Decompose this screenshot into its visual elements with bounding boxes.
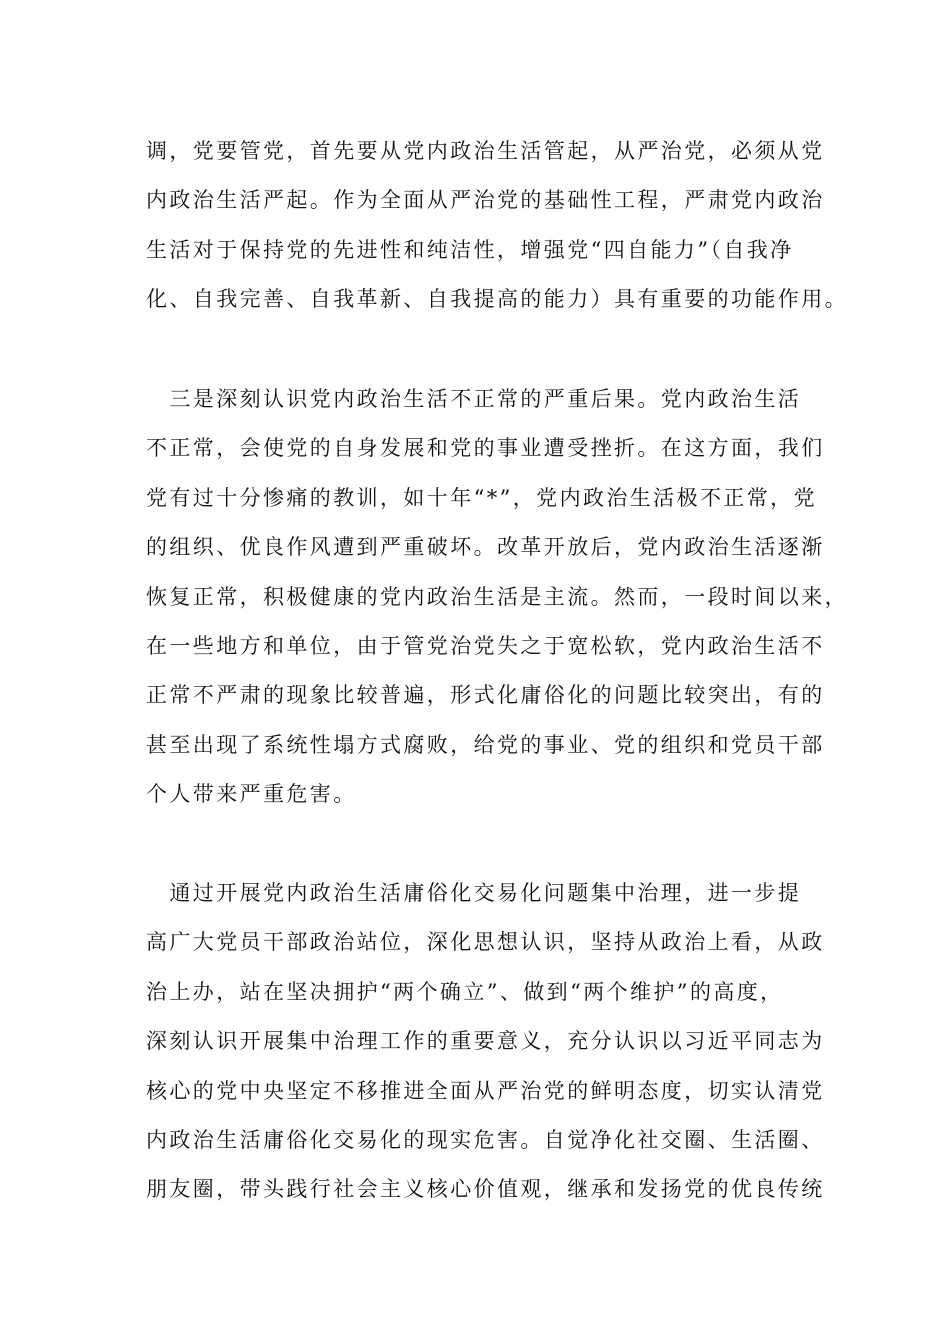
text-line: 甚至出现了系统性塌方式腐败，给党的事业、党的组织和党员干部: [146, 732, 825, 757]
text-line: 调，党要管党，首先要从党内政治生活管起，从严治党，必须从党: [146, 139, 825, 163]
text-line: 不正常，会使党的自身发展和党的事业遭受挫折。在这方面，我们: [146, 436, 825, 461]
text-line: 内政治生活庸俗化交易化的现实危害。自觉净化社交圈、生活圈、: [146, 1127, 825, 1152]
paragraph-3: [146, 869, 825, 1215]
text-line: 在一些地方和单位，由于管党治党失之于宽松软，党内政治生活不: [146, 633, 825, 658]
text-line: 朋友圈，带头践行社会主义核心价值观，继承和发扬党的优良传统: [146, 1177, 825, 1202]
text-line: 生活对于保持党的先进性和纯洁性，增强党“四自能力”（自我净: [146, 237, 794, 262]
text-line: 个人带来严重危害。: [146, 782, 357, 807]
text-line: 内政治生活严起。作为全面从严治党的基础性工程，严肃党内政治: [146, 188, 825, 213]
text-line: 化、自我完善、自我革新、自我提高的能力）具有重要的功能作用。: [146, 287, 848, 312]
text-line: 正常不严肃的现象比较普遍，形式化庸俗化的问题比较突出，有的: [146, 683, 825, 708]
text-line: 的组织、优良作风遭到严重破坏。改革开放后，党内政治生活逐渐: [146, 535, 825, 560]
text-line: 通过开展党内政治生活庸俗化交易化问题集中治理，进一步提: [146, 881, 802, 905]
paragraph-2: [146, 375, 848, 820]
text-line: 治上办，站在坚决拥护“两个确立”、做到“两个维护”的高度，: [146, 979, 784, 1004]
text-line: 深刻认识开展集中治理工作的重要意义，充分认识以习近平同志为: [146, 1029, 825, 1054]
text-line: 党有过十分惨痛的教训，如十年“*”，党内政治生活极不正常，党: [146, 485, 817, 510]
text-line: 高广大党员干部政治站位，深化思想认识，坚持从政治上看，从政: [146, 930, 825, 955]
text-line: 恢复正常，积极健康的党内政治生活是主流。然而，一段时间以来，: [146, 584, 848, 609]
paragraph-1: [146, 127, 848, 325]
text-line: 三是深刻认识党内政治生活不正常的严重后果。党内政治生活: [146, 387, 802, 411]
text-line: 核心的党中央坚定不移推进全面从严治党的鲜明态度，切实认清党: [146, 1078, 825, 1103]
